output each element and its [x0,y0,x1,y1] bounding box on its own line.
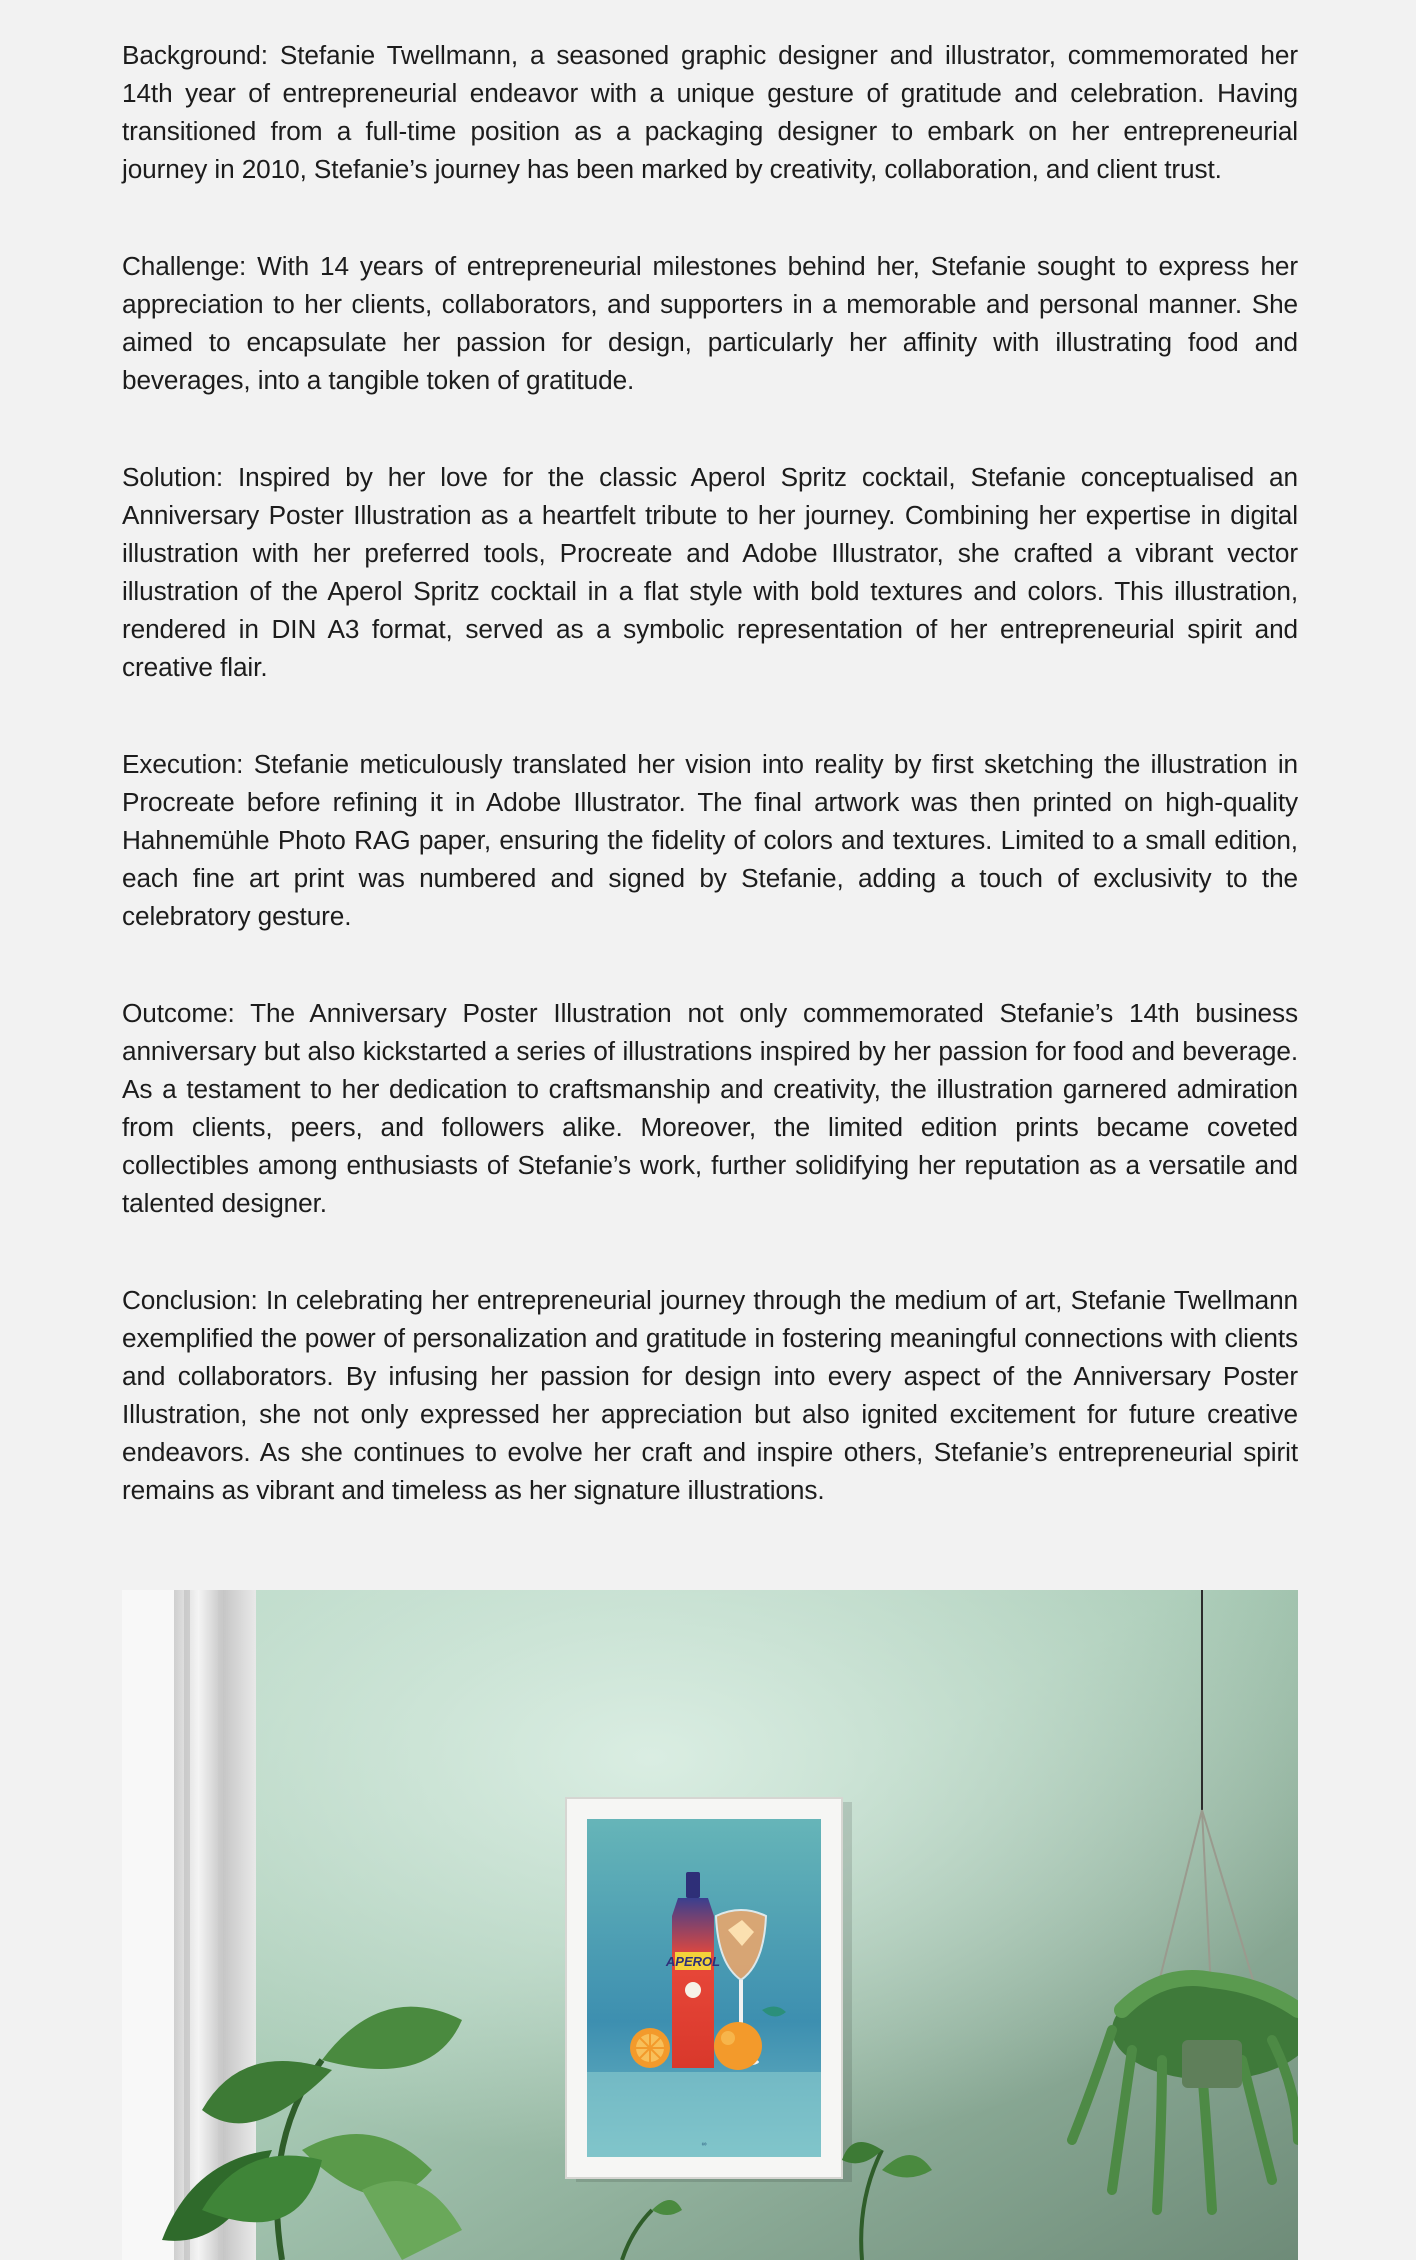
article [122,36,1298,1568]
paragraph-solution: Solution: Inspired by her love for the classic Aperol Spritz cocktail, Stefanie conceptualised an Anniversary Poster Illustration as a heartfelt tribute to her journey. Combining her expertise in digital illustration with her preferred tools, Procreate and Adobe Illustrator, she crafted a vibrant vector illustration of the Aperol Spritz cocktail in a flat style with bold textures and colors. This illustration, rendered in DIN A3 format, served as a symbolic representation of her entrepreneurial spirit and creative flair. [122,462,1298,682]
framed-poster [566,1798,852,2182]
paragraph-background: Background: Stefanie Twellmann, a seasoned graphic designer and illustrator, commemorated her 14th year of entrepreneurial endeavor with a unique gesture of gratitude and celebration. Having transitioned from a full-time position as a packaging designer to embark on her entrepreneurial journey in 2010, Stefanie’s journey has been marked by creativity, collaboration, and client trust. [122,40,1298,184]
poster-bottle-label: APEROL [665,1954,721,1969]
paragraph-conclusion: Conclusion: In celebrating her entrepreneurial journey through the medium of art, Stefanie Twellmann exemplified the power of personalization and gratitude in fostering meaningful connections with clients and collaborators. By infusing her passion for design into every aspect of the Anniversary Poster Illustration, she not only expressed her appreciation but also ignited excitement for future creative endeavors. As she continues to evolve her craft and inspire others, Stefanie’s entrepreneurial spirit remains as vibrant and timeless as her signature illustrations. [122,1285,1298,1505]
svg-text:∞: ∞ [701,2141,707,2148]
paragraph-challenge: Challenge: With 14 years of entrepreneurial milestones behind her, Stefanie sought to express her appreciation to her clients, collaborators, and supporters in a memorable and personal manner. She aimed to encapsulate her passion for design, particularly her affinity with illustrating food and beverages, into a tangible token of gratitude. [122,251,1298,395]
paragraph-outcome: Outcome: The Anniversary Poster Illustration not only commemorated Stefanie’s 14th business anniversary but also kickstarted a series of illustrations inspired by her passion for food and beverage. As a testament to her dedication to craftsmanship and creativity, the illustration garnered admiration from clients, peers, and followers alike. Moreover, the limited edition prints became coveted collectibles among enthusiasts of Stefanie’s work, further solidifying her reputation as a versatile and talented designer. [122,998,1298,1218]
hero-image [122,1590,1298,2260]
window-frame [122,1590,174,2260]
poster-mockup-scene [122,1590,1298,2260]
paragraph-execution: Execution: Stefanie meticulously translated her vision into reality by first sketching the illustration in Procreate before refining it in Adobe Illustrator. The final artwork was then printed on high-quality Hahnemühle Photo RAG paper, ensuring the fidelity of colors and textures. Limited to a small edition, each fine art print was numbered and signed by Stefanie, adding a touch of exclusivity to the celebratory gesture. [122,749,1298,931]
